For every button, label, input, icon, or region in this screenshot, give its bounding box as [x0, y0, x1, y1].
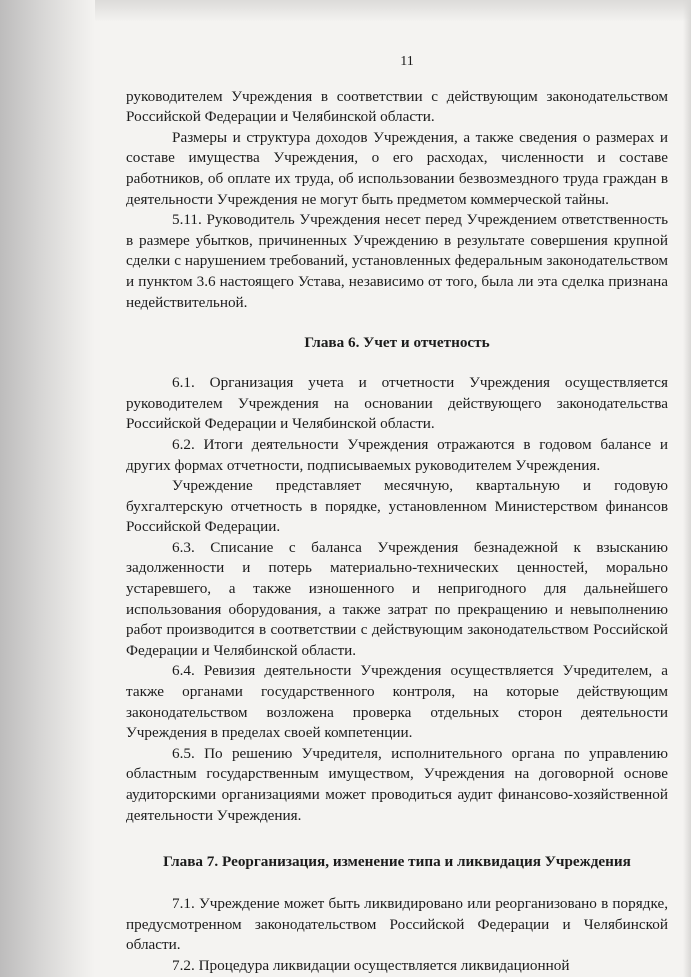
document-page: [126, 52, 668, 977]
paragraph-income-structure: Размеры и структура доходов Учреждения, а также сведения о размерах и составе имущества Учреждения, о его расходах, численности и составе работников, об оплате их труда, об использовании безвозмездного труда граждан в деятельности Учреждения не могут быть предметом коммерческой тайны.: [126, 128, 668, 208]
scan-top-shadow: [95, 0, 691, 22]
paragraph-6-5: 6.5. По решению Учредителя, исполнительного органа по управлению областным государственным имуществом, Учреждения на договорной основе аудиторскими организациями может проводиться аудит финансово-хозяйственной деятельности Учреждения.: [126, 744, 668, 824]
paragraph-6-2: 6.2. Итоги деятельности Учреждения отражаются в годовом балансе и других формах отчетности, подписываемых руководителем Учреждения.: [126, 435, 668, 474]
paragraph-reporting: Учреждение представляет месячную, квартальную и годовую бухгалтерскую отчетность в порядке, установленном Министерством финансов Российской Федерации.: [126, 477, 668, 536]
scan-binding-shadow: [0, 0, 95, 977]
chapter-7-title: Глава 7. Реорганизация, изменение типа и ликвидация Учреждения: [163, 853, 631, 871]
paragraph-6-3: 6.3. Списание с баланса Учреждения безнадежной к взысканию задолженности и потерь материально-технических ценностей, морально устаревшего, а также изношенного и непригодного для дальнейшего использования оборудования, а также затрат по прекращению и невыполнению работ производится в соответствии с действующим законодательством Российской Федерации и Челябинской области.: [126, 538, 668, 659]
paragraph-5-11: 5.11. Руководитель Учреждения несет перед Учреждением ответственность в размере убытков, причиненных Учреждению в результате совершения крупной сделки с нарушением требований, установленных федеральным законодательством и пунктом 3.6 настоящего Устава, независимо от того, была ли эта сделка признана недействительной.: [126, 211, 668, 311]
paragraph-7-2: 7.2. Процедура ликвидации осуществляется ликвидационной: [172, 956, 570, 974]
paragraph-7-1: 7.1. Учреждение может быть ликвидировано или реорганизовано в порядке, предусмотренном законодательством Российской Федерации и Челябинской области.: [126, 895, 668, 954]
chapter-6-title: Глава 6. Учет и отчетность: [304, 334, 490, 352]
paragraph-6-1: 6.1. Организация учета и отчетности Учреждения осуществляется руководителем Учреждения на основании действующего законодательства Российской Федерации и Челябинской области.: [126, 374, 668, 433]
scan-right-edge: [683, 0, 691, 977]
paragraph-6-4: 6.4. Ревизия деятельности Учреждения осуществляется Учредителем, а также органами государственного контроля, на которые действующим законодательством возложена проверка отдельных сторон деятельности Учреждения в пределах своей компетенции.: [126, 662, 668, 742]
page-number: 11: [400, 54, 414, 69]
paragraph-continuation: руководителем Учреждения в соответствии с действующим законодательством Российской Федерации и Челябинской области.: [126, 87, 668, 126]
